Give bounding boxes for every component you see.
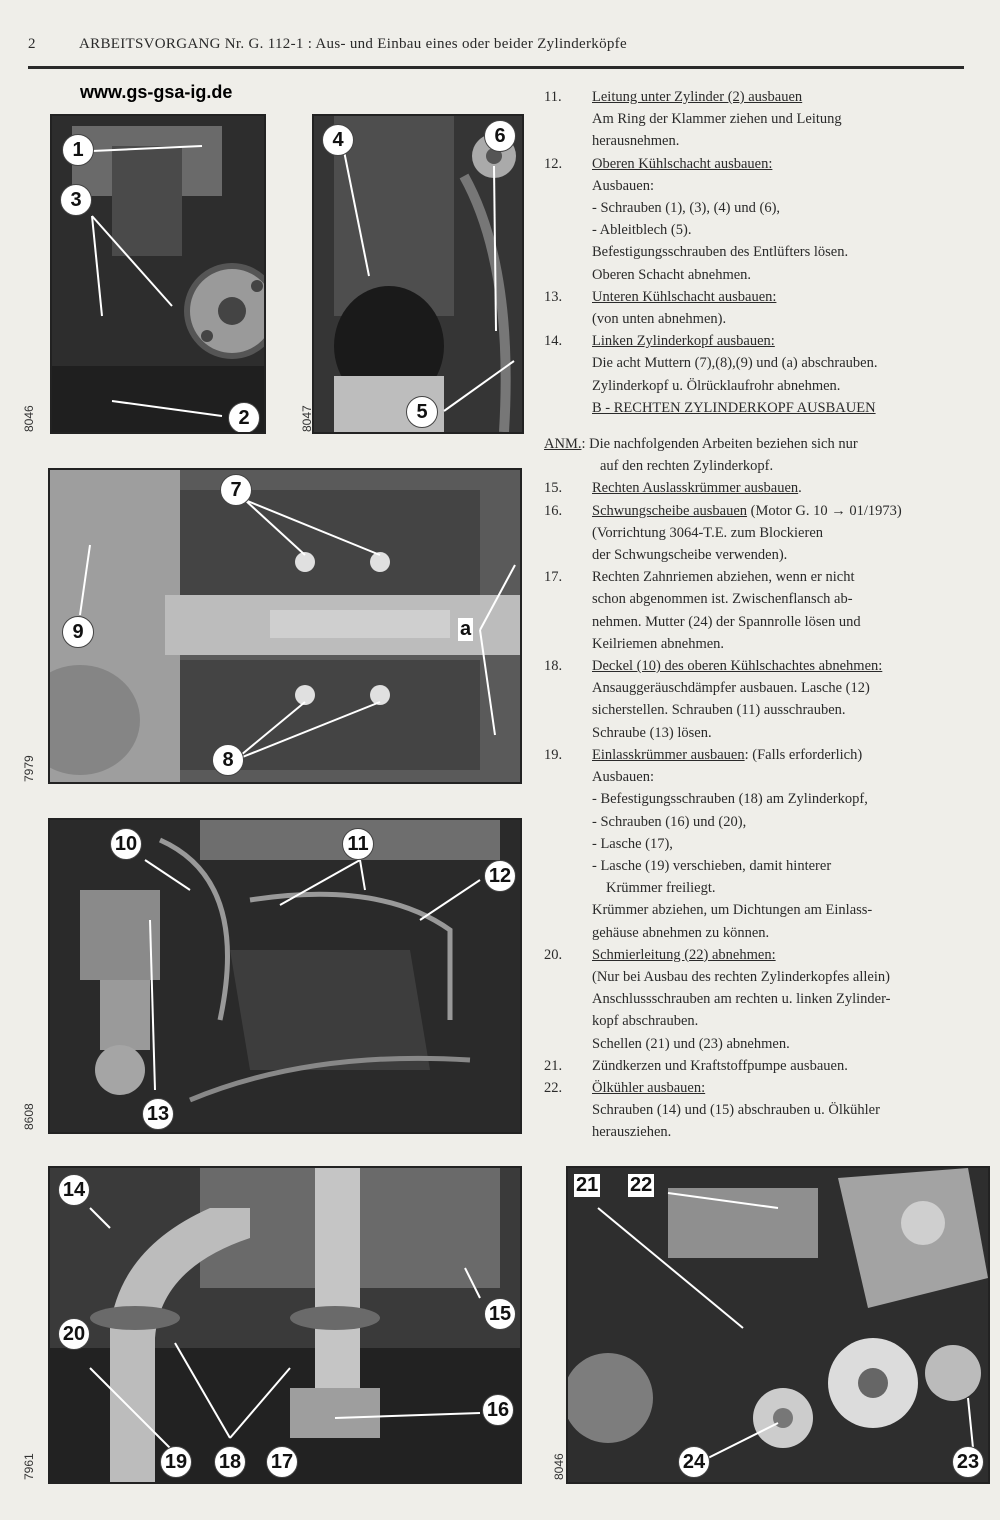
step-13: 13. Unteren Kühlschacht ausbauen:	[544, 288, 777, 305]
callout-11: 11	[342, 828, 374, 860]
photo-8046-cooling-upper-left	[50, 114, 266, 434]
step-15: 15. Rechten Auslasskrümmer ausbauen.	[544, 480, 802, 497]
callout-23: 23	[952, 1446, 984, 1478]
photo-code: 7961	[22, 1453, 36, 1480]
step-19: 19. Einlasskrümmer ausbauen: (Falls erforderlich)	[544, 746, 863, 763]
step-20: 20. Schmierleitung (22) abnehmen:	[544, 946, 776, 963]
callout-7: 7	[220, 474, 252, 506]
callout-16: 16	[482, 1394, 514, 1426]
website-link[interactable]: www.gs-gsa-ig.de	[80, 82, 233, 102]
callout-22: 22	[630, 1174, 653, 1196]
step-22: 22. Ölkühler ausbauen:	[544, 1079, 706, 1096]
photo-8608-intake-cover	[48, 818, 522, 1134]
photo-code: 7979	[22, 755, 36, 782]
photo-image	[568, 1168, 988, 1482]
callout-18: 18	[214, 1446, 246, 1478]
callout-1: 1	[62, 134, 94, 166]
callout-6: 6	[484, 120, 516, 152]
photo-7979-cylinder-head-top	[48, 468, 522, 784]
photo-code: 8046	[552, 1453, 566, 1480]
callout-a: a	[460, 618, 472, 640]
step-16: 16. Schwungscheibe ausbauen (Motor G. 10 → 01/1973)	[544, 502, 902, 519]
callout-19: 19	[160, 1446, 192, 1478]
photo-8047-cooling-duct	[312, 114, 524, 434]
header-rule	[28, 66, 964, 69]
step-14: 14. Linken Zylinderkopf ausbauen:	[544, 333, 775, 350]
callout-4: 4	[322, 124, 354, 156]
photo-code: 8047	[300, 405, 314, 432]
note-anm: ANM. : Die nachfolgenden Arbeiten beziehen sich nur	[544, 436, 858, 453]
callout-20: 20	[58, 1318, 90, 1350]
page-title: ARBEITSVORGANG Nr. G. 112-1 : Aus- und Einbau eines oder beider Zylinderköpfe	[79, 36, 627, 52]
callout-13: 13	[142, 1098, 174, 1130]
step-17: 17. Rechten Zahnriemen abziehen, wenn er nicht	[544, 569, 855, 586]
step-18: 18. Deckel (10) des oberen Kühlschachtes abnehmen:	[544, 658, 883, 675]
callout-24: 24	[678, 1446, 710, 1478]
step-11: 11. Leitung unter Zylinder (2) ausbauen	[544, 89, 803, 105]
callout-2: 2	[228, 402, 260, 434]
callout-21: 21	[576, 1174, 599, 1196]
photo-code: 8608	[22, 1103, 36, 1130]
step-21: 21. Zündkerzen und Kraftstoffpumpe ausbauen.	[544, 1057, 848, 1074]
callout-15: 15	[484, 1298, 516, 1330]
photo-code: 8046	[22, 405, 36, 432]
page-number: 2	[28, 36, 36, 52]
photo-image	[314, 116, 522, 432]
callout-17: 17	[266, 1446, 298, 1478]
page-header	[28, 36, 627, 53]
callout-8: 8	[212, 744, 244, 776]
callout-14: 14	[58, 1174, 90, 1206]
photo-image	[50, 820, 520, 1132]
callout-12: 12	[484, 860, 516, 892]
photo-image	[50, 470, 520, 782]
step-12: 12. Oberen Kühlschacht ausbauen:	[544, 155, 773, 172]
photo-8046-timing-belt	[566, 1166, 990, 1484]
photo-7961-exhaust-manifold	[48, 1166, 522, 1484]
section-b-heading: B - RECHTEN ZYLINDERKOPF AUSBAUEN	[592, 399, 876, 416]
callout-9: 9	[62, 616, 94, 648]
callout-10: 10	[110, 828, 142, 860]
instructions: 11. Leitung unter Zylinder (2) ausbauen Am Ring der Klammer ziehen und Leitung herausnehmen. 12. Oberen Kühlschacht ausbauen: Ausbauen: - Schrauben (1), (3), (4) und (6), - Ableitblech (5). Befestigungsschrauben des Entlüfters lösen. Oberen Schacht abnehmen. 13. Unteren Kühlschacht ausbauen: (von unten abnehmen). 14. Linken Zylinderkopf ausbauen: Die acht Muttern (7),(8),(9) und (a) abschrauben. Zylinderkopf u. Ölrücklaufrohr abnehmen. B - RECHTEN ZYLINDERKOPF AUSBAUEN ANM. : Die nachfolgenden Arbeiten beziehen sich nur auf den rechten Zylinderkopf. 15. Rechten Auslasskrümmer ausbauen. 16. Schwungscheibe ausbauen (Motor G. 10 → 01/1973) (Vorrichtung 3064-T.E. zum Blockieren der Schwungscheibe verwenden). 17. Rechten Zahnriemen abziehen, wenn er nicht schon abgenommen ist. Zwischenflansch ab- nehmen. Mutter (24) der Spannrolle lösen und Keilriemen abnehmen. 18. Deckel (10) des oberen Kühlschachtes abnehmen: Ansauggeräuschdämpfer ausbauen. Lasche (12) sicherstellen. Schrauben (11) ausschrauben. Schraube (13) lösen. 19. Einlasskrümmer ausbauen: (Falls erforderlich) Ausbauen: - Befestigungsschrauben (18) am Zylinderkopf, - Schrauben (16) und (20), - Lasche (17), - Lasche (19) verschieben, damit hinterer Krümmer freiliegt. Krümmer abziehen, um Dichtungen am Einlass- gehäuse abnehmen zu können. 20. Schmierleitung (22) abnehmen: (Nur bei Ausbau des rechten Zylinderkopfes allein) Anschlussschrauben am rechten u. linken Zylinder- kopf abschrauben. Schellen (21) und (23) abnehmen. 21. Zündkerzen und Kraftstoffpumpe ausbauen. 22. Ölkühler ausbauen: Schrauben (14) und (15) abschrauben u. Ölkühler herausziehen.	[544, 86, 984, 1144]
photo-image	[50, 1168, 520, 1482]
callout-3: 3	[60, 184, 92, 216]
callout-5: 5	[406, 396, 438, 428]
